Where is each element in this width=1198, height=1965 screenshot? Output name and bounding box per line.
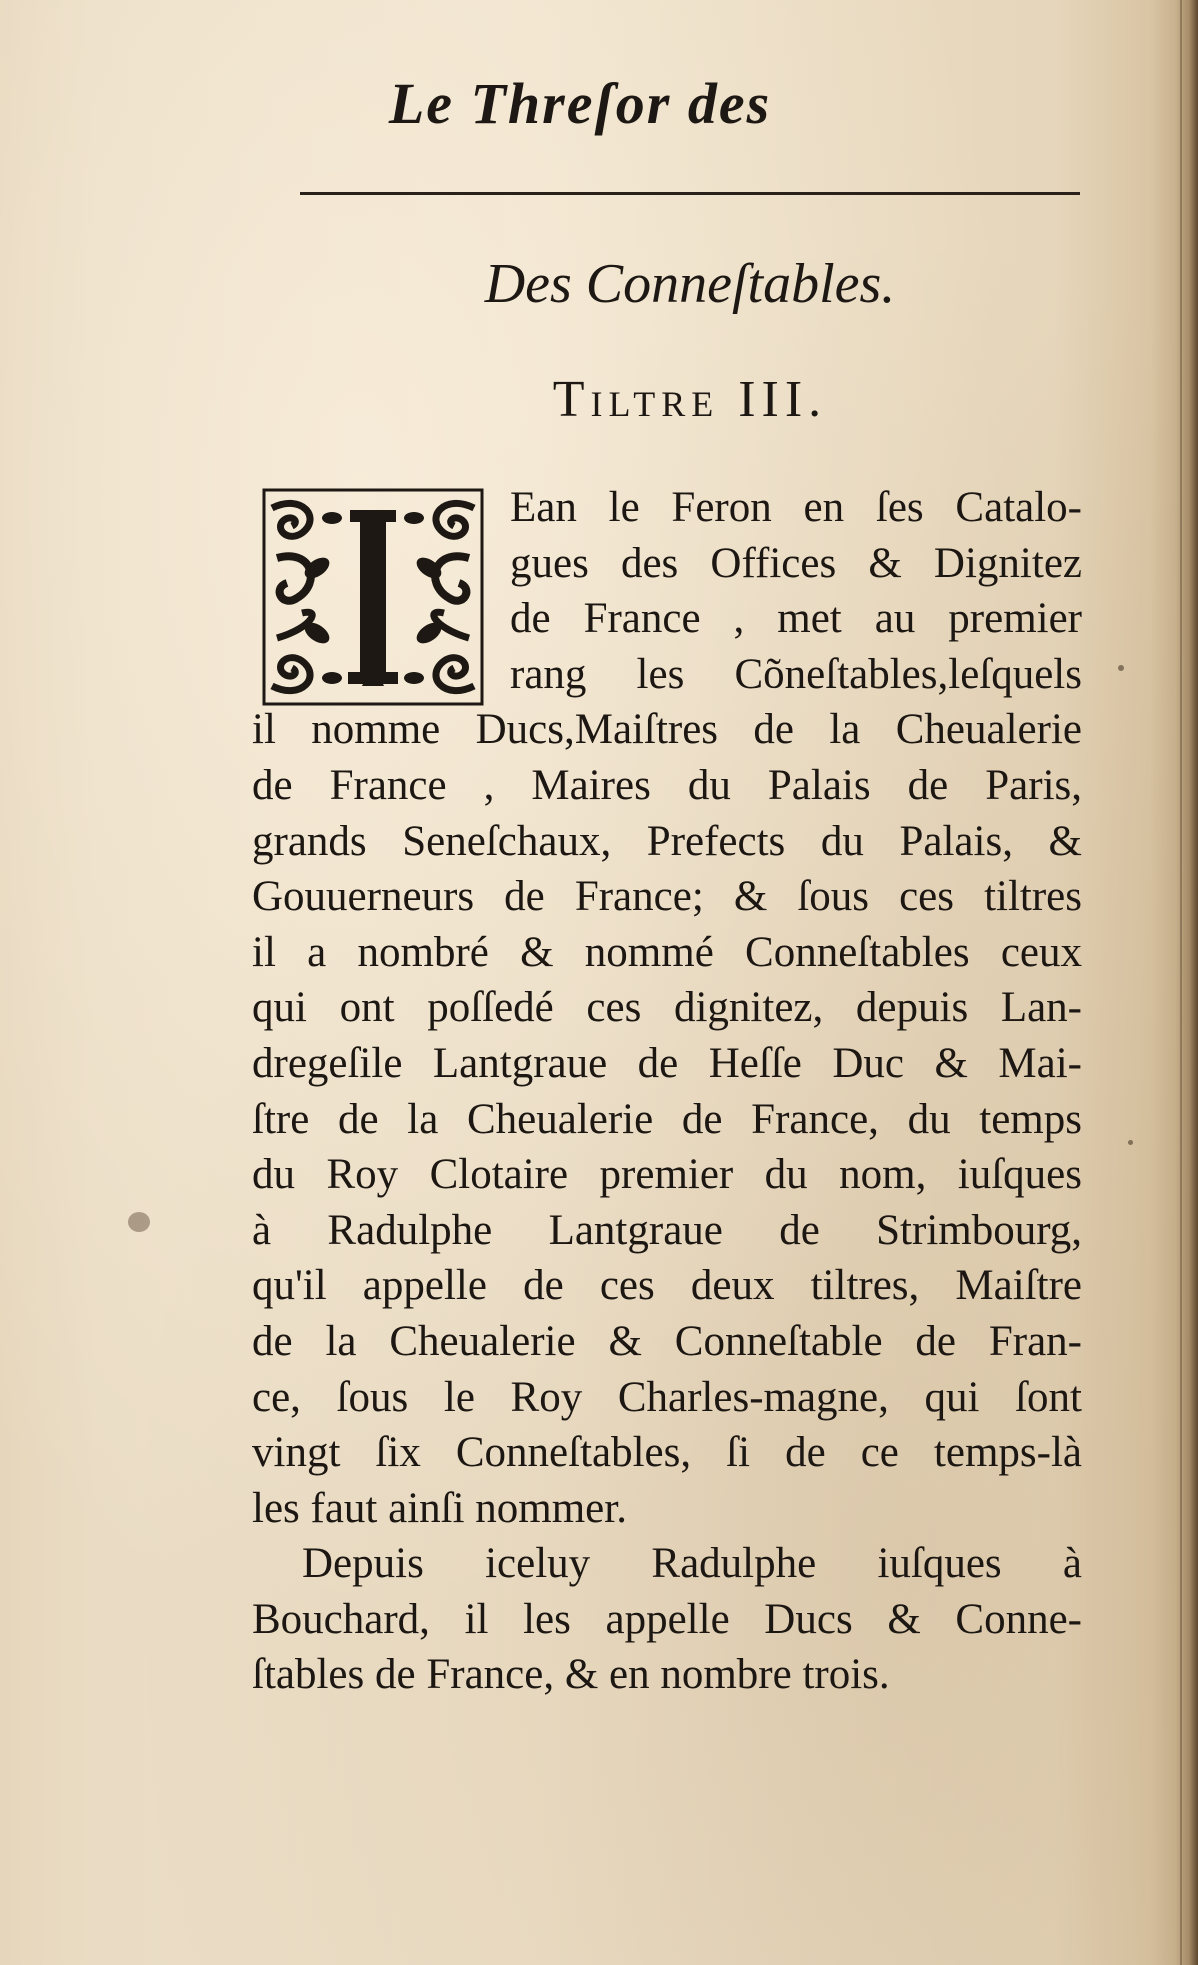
text-line: du Roy Clotaire premier du nom, iuſques bbox=[252, 1151, 1082, 1199]
text-line: Bouchard, il les appelle Ducs & Conne- bbox=[252, 1595, 1082, 1643]
paper-speck bbox=[1128, 1140, 1133, 1145]
text-line: de la Cheualerie & Conneſtable de Fran- bbox=[252, 1317, 1082, 1365]
text-line: dregeſile Lantgraue de Heſſe Duc & Mai- bbox=[252, 1039, 1082, 1087]
page-fold-line bbox=[1180, 0, 1182, 1965]
text-line: il a nombré & nommé Conneſtables ceux bbox=[252, 928, 1082, 976]
text-line: à Radulphe Lantgraue de Strimbourg, bbox=[252, 1206, 1082, 1254]
text-line: de France , met au premier bbox=[510, 595, 1082, 643]
chapter-label: Tiltre III. bbox=[552, 371, 828, 428]
text-line: grands Seneſchaux, Prefects du Palais, & bbox=[252, 817, 1082, 865]
text-line: ce, ſous le Roy Charles-magne, qui ſont bbox=[252, 1373, 1082, 1421]
text-line: qui ont poſſedé ces dignitez, depuis Lan- bbox=[252, 984, 1082, 1032]
text-line: Depuis iceluy Radulphe iuſques à bbox=[302, 1540, 1082, 1588]
paper-speck bbox=[1118, 665, 1124, 671]
text-line: ſtre de la Cheualerie de France, du temps bbox=[252, 1095, 1082, 1143]
running-head: Le Threſor des bbox=[388, 71, 772, 136]
text-line: de France , Maires du Palais de Paris, bbox=[252, 761, 1082, 809]
text-line: gues des Offices & Dignitez bbox=[510, 539, 1082, 587]
text-line: les faut ainſi nommer. bbox=[252, 1484, 627, 1532]
text-line: il nomme Ducs,Maiſtres de la Cheualerie bbox=[252, 706, 1082, 754]
text-line: Ean le Feron en ſes Catalo- bbox=[510, 484, 1082, 531]
text-line: Gouuerneurs de France; & ſous ces tiltres bbox=[252, 873, 1082, 921]
text-line: ſtables de France, & en nombre trois. bbox=[252, 1651, 890, 1699]
section-title: Des Conneſtables. bbox=[484, 253, 896, 315]
text-line: qu'il appelle de ces deux tiltres, Maiſtre bbox=[252, 1262, 1082, 1310]
header-rule bbox=[300, 192, 1080, 195]
text-line: rang les Cõneſtables,leſquels bbox=[510, 650, 1082, 698]
body-text bbox=[252, 480, 1082, 1703]
paper-speck bbox=[128, 1212, 150, 1232]
text-line: vingt ſix Conneſtables, ſi de ce temps-là bbox=[252, 1429, 1082, 1477]
